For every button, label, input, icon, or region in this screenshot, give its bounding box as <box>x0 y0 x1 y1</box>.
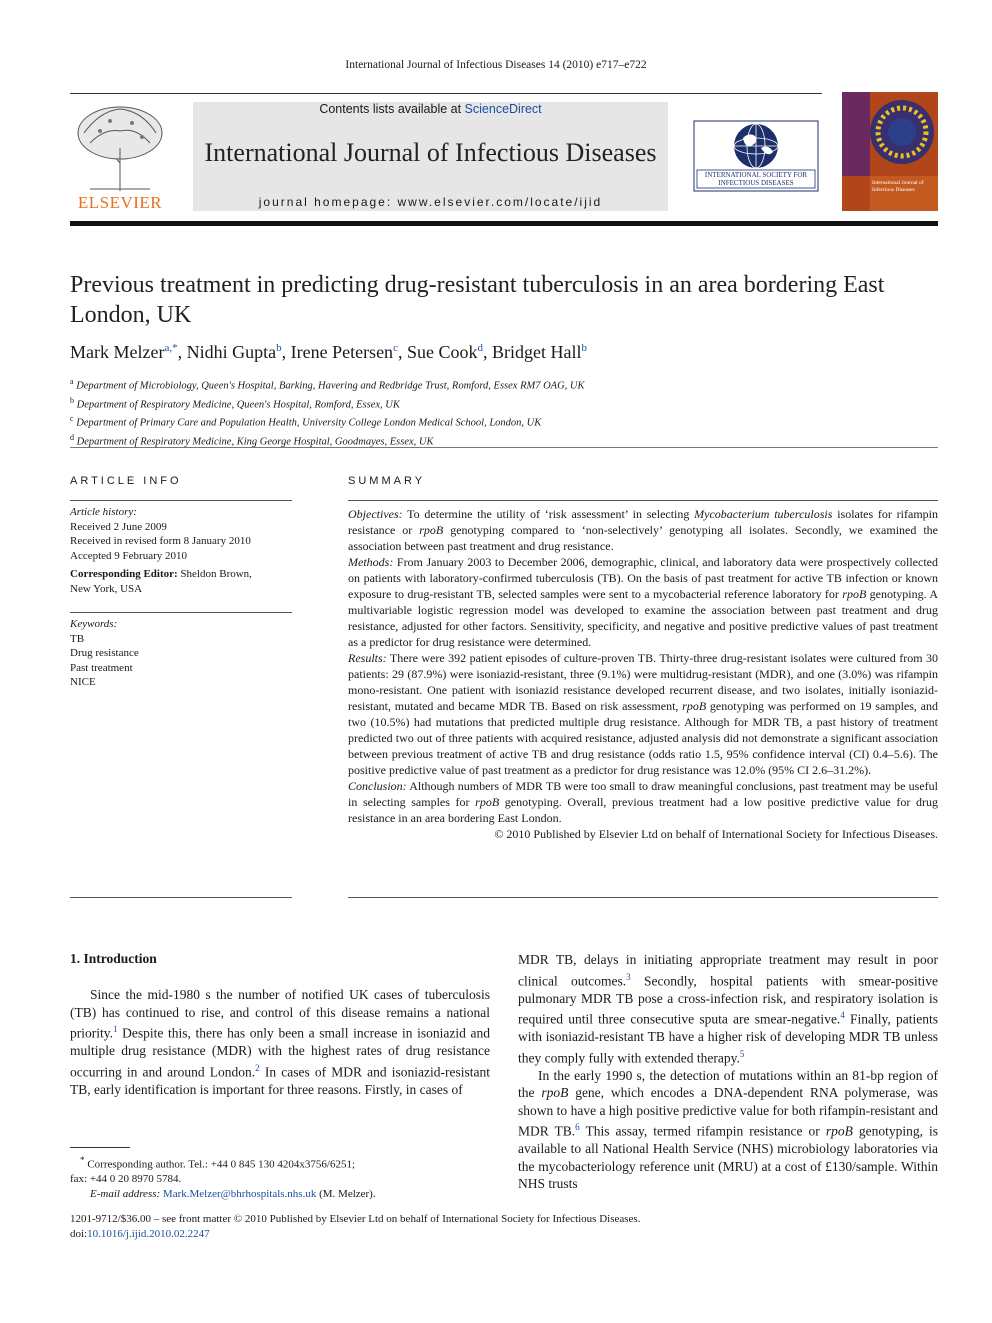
citation-ref[interactable]: 3 <box>626 971 631 982</box>
article-history <box>70 505 292 596</box>
body-text: MDR TB, delays in initiating appropriate treatment may result in poor clinical outcomes. <box>518 952 938 988</box>
affiliation-text: Department of Primary Care and Population Health, University College London Medical School, London, UK <box>76 417 542 429</box>
history-revised: Received in revised form 8 January 2010 <box>70 535 251 547</box>
author-affiliation-ref[interactable]: a,* <box>164 342 178 354</box>
header-divider <box>70 221 938 226</box>
objectives-text: To determine the utility of ‘risk assessment’ in selecting <box>402 507 695 521</box>
email-link[interactable]: Mark.Melzer@bhrhospitals.nhs.uk <box>162 1187 317 1200</box>
sciencedirect-link[interactable]: ScienceDirect <box>464 102 542 116</box>
header-divider-top <box>70 93 822 94</box>
gene-name: rpoB <box>541 1085 569 1100</box>
body-text: genotyping, is available to all National Health Service (NHS) microbiology laboratories via the mycobacteriology reference unit (MRU) at a cost of £130/sample. Within NHS trusts <box>518 1123 938 1191</box>
cover-art-icon <box>842 92 938 211</box>
author-separator: , <box>482 342 492 362</box>
affiliation-text: Department of Respiratory Medicine, Queen's Hospital, Romford, Essex, UK <box>76 399 400 410</box>
article-title: Previous treatment in predicting drug-resistant tuberculosis in an area bordering East London, UK <box>70 272 885 328</box>
email-suffix: (M. Melzer). <box>316 1187 376 1200</box>
methods-text: genotyping. A multivariable logistic regression model was developed to examine the association between past treatment and drug resistance, adjusted for other factors. Sensitivity, specificity, and negative and positive predictive values of past treatment as a predictor for drug resistance were determined. <box>348 587 938 649</box>
editor-label: Corresponding Editor: <box>70 568 178 580</box>
author-affiliation-ref[interactable]: b <box>276 342 282 354</box>
info-divider <box>70 500 292 501</box>
issn-line: 1201-9712/$36.00 – see front matter © 2010 Published by Elsevier Ltd on behalf of International Society for Infectious Diseases. <box>70 1213 641 1225</box>
results-label: Results: <box>348 651 387 665</box>
journal-title: International Journal of Infectious Diseases <box>204 138 657 167</box>
author-name[interactable]: Bridget Hall <box>491 342 582 362</box>
citation-ref[interactable]: 1 <box>113 1024 118 1034</box>
affiliation-marker: b <box>70 395 74 405</box>
body-paragraph <box>518 951 938 1067</box>
body-text: gene, which encodes a DNA-dependent RNA polymerase, was shown to have a high positive predictive value for both rifampin-resistant and MDR TB. <box>518 1085 938 1139</box>
objectives-label: Objectives: <box>348 507 403 521</box>
contents-line <box>193 102 668 116</box>
body-text: Secondly, hospital patients with smear-positive pulmonary MDR TB pose a cross-infection risk, and respiratory isolation is required until three consecutive sputa are smear-negative. <box>518 973 938 1027</box>
author-name[interactable]: Nidhi Gupta <box>186 342 277 362</box>
objectives-text: genotyping compared to ‘non-selectively’ genotyping all isolates. Secondly, we examined the association between past treatment and drug resistance. <box>348 523 938 553</box>
info-divider <box>70 897 292 898</box>
keyword-item: Past treatment <box>70 661 133 674</box>
author-separator: , <box>397 342 407 362</box>
gene-name: rpoB <box>682 699 707 713</box>
doi-link[interactable]: 10.1016/j.ijid.2010.02.2247 <box>87 1228 210 1240</box>
author-list <box>70 342 930 363</box>
conclusion-text: Although numbers of MDR TB were too small to draw meaningful conclusions, past treatment may be useful in selecting samples for <box>348 779 938 809</box>
journal-cover-thumbnail[interactable] <box>842 92 938 211</box>
objectives-text: isolates for rifampin resistance or <box>348 507 938 537</box>
methods-text: From January 2003 to December 2006, demographic, clinical, and laboratory data were prospectively collected on patients with laboratory-confirmed tuberculosis (TB). On the basis of past treatment for active TB infection or known exposure to drug-resistant TB, selected samples were sent to a mycobacterial reference laboratory for <box>348 555 938 601</box>
footnote-divider <box>70 1147 130 1148</box>
elsevier-wordmark: ELSEVIER <box>77 193 163 212</box>
page-footer <box>70 1212 938 1242</box>
body-text: In the early 1990 s, the detection of mutations within an 81-bp region of the <box>518 1067 938 1100</box>
article-info-heading: ARTICLE INFO <box>70 475 182 487</box>
history-accepted: Accepted 9 February 2010 <box>70 549 187 562</box>
keyword-item: NICE <box>70 676 96 688</box>
affiliation-list <box>70 375 930 449</box>
body-text: Despite this, there has only been a small increase in isoniazid and multiple drug resistance (MDR) with the highest rates of drug resistance occurring in and around London. <box>70 1025 490 1079</box>
affiliation-text: Department of Respiratory Medicine, King George Hospital, Goodmayes, Essex, UK <box>76 436 434 447</box>
body-text: This assay, termed rifampin resistance or <box>579 1123 826 1139</box>
results-text: genotyping was performed on 19 samples, and two (10.5%) had mutations that predicted multiple drug resistance. Although for MDR TB, a past history of treatment predicted two out of three patients with acquired resistance, adjusted analysis did not demonstrate a significant association between previous treatment of active TB and drug resistance (odds ratio 1.5, 95% confidence interval (CI) 0.4–5.6). The positive predictive value of past treatment as a predictor for drug resistance was 12.0% (95% CI 2.6–31.2%). <box>348 699 939 777</box>
summary-heading: SUMMARY <box>348 475 426 487</box>
affiliation-marker: a <box>70 377 74 386</box>
summary-divider <box>348 897 938 898</box>
body-paragraph <box>70 986 490 1098</box>
keywords <box>70 617 292 690</box>
gene-name: rpoB <box>419 523 444 537</box>
author-affiliation-ref[interactable]: c <box>393 342 398 354</box>
conclusion-text: genotyping. Overall, previous treatment had a low positive predictive value for drug resistance in an area bordering East London. <box>348 795 938 825</box>
abstract <box>348 506 938 842</box>
affiliation-item <box>70 375 930 394</box>
methods-label: Methods: <box>348 555 394 569</box>
corresponding-author-footnote <box>70 1153 490 1201</box>
editor-city: New York, USA <box>70 582 143 595</box>
abstract-methods <box>348 554 938 650</box>
footnote-marker: * <box>80 1155 85 1165</box>
abstract-conclusion <box>348 778 938 826</box>
gene-name: rpoB <box>475 795 500 809</box>
affiliation-item <box>70 394 930 413</box>
author-separator: , <box>177 342 187 362</box>
affiliation-marker: c <box>70 414 74 423</box>
running-head: International Journal of Infectious Diseases 14 (2010) e717–e722 <box>345 59 647 71</box>
email-label: E-mail address: <box>90 1187 161 1200</box>
editor-name: Sheldon Brown, <box>177 568 252 580</box>
abstract-copyright: © 2010 Published by Elsevier Ltd on behalf of International Society for Infectious Diseases. <box>494 827 938 841</box>
title-divider <box>70 447 938 448</box>
keyword-item: TB <box>70 632 85 645</box>
section-heading-introduction: 1. Introduction <box>70 951 157 966</box>
citation-ref[interactable]: 5 <box>739 1048 745 1059</box>
species-name: Mycobacterium tuberculosis <box>694 507 833 521</box>
journal-homepage-link[interactable]: journal homepage: www.elsevier.com/locate/ijid <box>258 195 603 209</box>
footnote-fax: fax: +44 0 20 8970 5784. <box>70 1173 182 1186</box>
abstract-results <box>348 650 938 778</box>
author-separator: , <box>281 342 291 362</box>
results-text: There were 392 patient episodes of culture-proven TB. Thirty-three drug-resistant isolates were cultured from 30 patients: 29 (87.9%) were isoniazid-resistant, three (9.1%) were multidrug-resistant (MDR), and one (3.0%) was rifampin mono-resistant. One patient with isoniazid resistance developed recurrent disease, and two isolates, initially isoniazid-resistant, mutated and became MDR TB. Based on risk assessment, <box>348 651 938 713</box>
conclusion-label: Conclusion: <box>348 779 407 793</box>
body-text: In cases of MDR and isoniazid-resistant TB, early identification is important for three reasons. Firstly, in cases of <box>70 1064 491 1097</box>
author-affiliation-ref[interactable]: d <box>477 342 483 354</box>
footnote-phone: Corresponding author. Tel.: +44 0 845 130 4204x3756/6251; <box>84 1158 356 1171</box>
summary-divider <box>348 500 938 501</box>
citation-ref[interactable]: 6 <box>575 1122 580 1132</box>
tree-icon <box>70 103 170 193</box>
affiliation-item <box>70 412 930 431</box>
info-divider <box>70 612 292 613</box>
author-name[interactable]: Mark Melzer <box>70 342 165 362</box>
author-name[interactable]: Sue Cook <box>406 342 478 362</box>
history-label: Article history: <box>70 506 137 518</box>
body-column-right <box>518 951 938 1193</box>
affiliation-text: Department of Microbiology, Queen's Hospital, Barking, Havering and Redbridge Trust, Romford, Essex RM7 OAG, UK <box>76 380 585 392</box>
citation-ref[interactable]: 2 <box>255 1062 260 1073</box>
keywords-label: Keywords: <box>70 618 118 630</box>
author-affiliation-ref[interactable]: b <box>581 342 587 354</box>
doi-label: doi: <box>70 1228 88 1240</box>
contents-prefix: Contents lists available at <box>319 102 465 116</box>
society-logo[interactable] <box>693 120 819 192</box>
author-name[interactable]: Irene Petersen <box>290 342 394 362</box>
citation-ref[interactable]: 4 <box>840 1010 845 1020</box>
body-text: Finally, patients with isoniazid-resistant TB have a higher risk of developing MDR TB unless they comply fully with extended therapy. <box>518 1011 938 1065</box>
gene-name: rpoB <box>842 587 867 601</box>
abstract-objectives <box>348 506 938 554</box>
keyword-item: Drug resistance <box>70 647 139 659</box>
affiliation-marker: d <box>70 432 74 442</box>
society-name: INTERNATIONAL SOCIETY FOR INFECTIOUS DISEASES <box>704 171 808 187</box>
history-received: Received 2 June 2009 <box>70 520 167 533</box>
body-column-left <box>70 986 490 1098</box>
body-text: Since the mid-1980 s the number of notified UK cases of tuberculosis (TB) has continued to rise, and control of this disease remains a national priority. <box>70 987 490 1041</box>
body-paragraph <box>518 1067 938 1193</box>
gene-name: rpoB <box>825 1123 853 1139</box>
cover-title: International Journal of Infectious Diseases <box>872 180 924 193</box>
